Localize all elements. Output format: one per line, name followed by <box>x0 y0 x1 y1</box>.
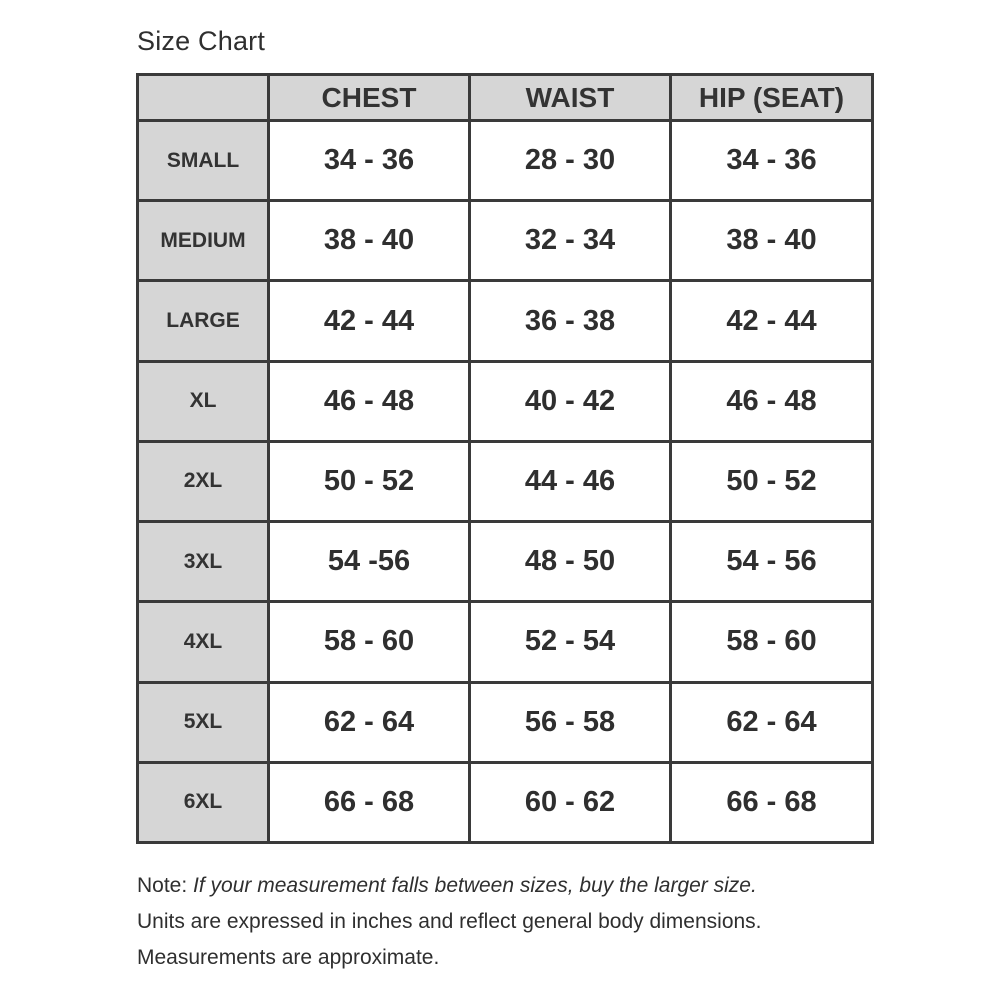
waist-value: 36 - 38 <box>470 281 671 361</box>
table-row <box>138 361 873 441</box>
size-label: XL <box>138 361 269 441</box>
table-row <box>138 121 873 201</box>
table-row <box>138 602 873 682</box>
waist-value: 32 - 34 <box>470 201 671 281</box>
table-row <box>138 762 873 842</box>
table-row <box>138 522 873 602</box>
corner-cell <box>138 75 269 121</box>
waist-value: 48 - 50 <box>470 522 671 602</box>
waist-value: 52 - 54 <box>470 602 671 682</box>
note-label: Note: <box>137 874 188 897</box>
size-label: 6XL <box>138 762 269 842</box>
chest-value: 42 - 44 <box>269 281 470 361</box>
hip-value: 54 - 56 <box>671 522 873 602</box>
waist-value: 44 - 46 <box>470 441 671 521</box>
size-chart-table <box>136 73 874 844</box>
column-header-chest: CHEST <box>269 75 470 121</box>
waist-value: 56 - 58 <box>470 682 671 762</box>
hip-value: 42 - 44 <box>671 281 873 361</box>
hip-value: 34 - 36 <box>671 121 873 201</box>
hip-value: 46 - 48 <box>671 361 873 441</box>
size-label: 5XL <box>138 682 269 762</box>
note-line <box>137 868 762 904</box>
chest-value: 54 -56 <box>269 522 470 602</box>
waist-value: 40 - 42 <box>470 361 671 441</box>
chest-value: 34 - 36 <box>269 121 470 201</box>
hip-value: 50 - 52 <box>671 441 873 521</box>
chest-value: 62 - 64 <box>269 682 470 762</box>
table-row <box>138 682 873 762</box>
note-italic-text: If your measurement falls between sizes, buy the larger size. <box>193 874 757 897</box>
size-label: 2XL <box>138 441 269 521</box>
chest-value: 50 - 52 <box>269 441 470 521</box>
hip-value: 62 - 64 <box>671 682 873 762</box>
column-header-hip: HIP (SEAT) <box>671 75 873 121</box>
notes-block <box>137 868 762 976</box>
waist-value: 28 - 30 <box>470 121 671 201</box>
hip-value: 38 - 40 <box>671 201 873 281</box>
chest-value: 38 - 40 <box>269 201 470 281</box>
table-row <box>138 281 873 361</box>
waist-value: 60 - 62 <box>470 762 671 842</box>
chest-value: 66 - 68 <box>269 762 470 842</box>
size-label: LARGE <box>138 281 269 361</box>
units-note: Units are expressed in inches and reflect general body dimensions. <box>137 910 762 933</box>
page-title: Size Chart <box>137 26 266 56</box>
column-header-waist: WAIST <box>470 75 671 121</box>
size-label: SMALL <box>138 121 269 201</box>
table-header-row <box>138 75 873 121</box>
table-row <box>138 201 873 281</box>
size-label: 4XL <box>138 602 269 682</box>
hip-value: 58 - 60 <box>671 602 873 682</box>
hip-value: 66 - 68 <box>671 762 873 842</box>
size-label: 3XL <box>138 522 269 602</box>
chest-value: 58 - 60 <box>269 602 470 682</box>
approximate-note: Measurements are approximate. <box>137 946 440 969</box>
table-row <box>138 441 873 521</box>
size-label: MEDIUM <box>138 201 269 281</box>
chest-value: 46 - 48 <box>269 361 470 441</box>
